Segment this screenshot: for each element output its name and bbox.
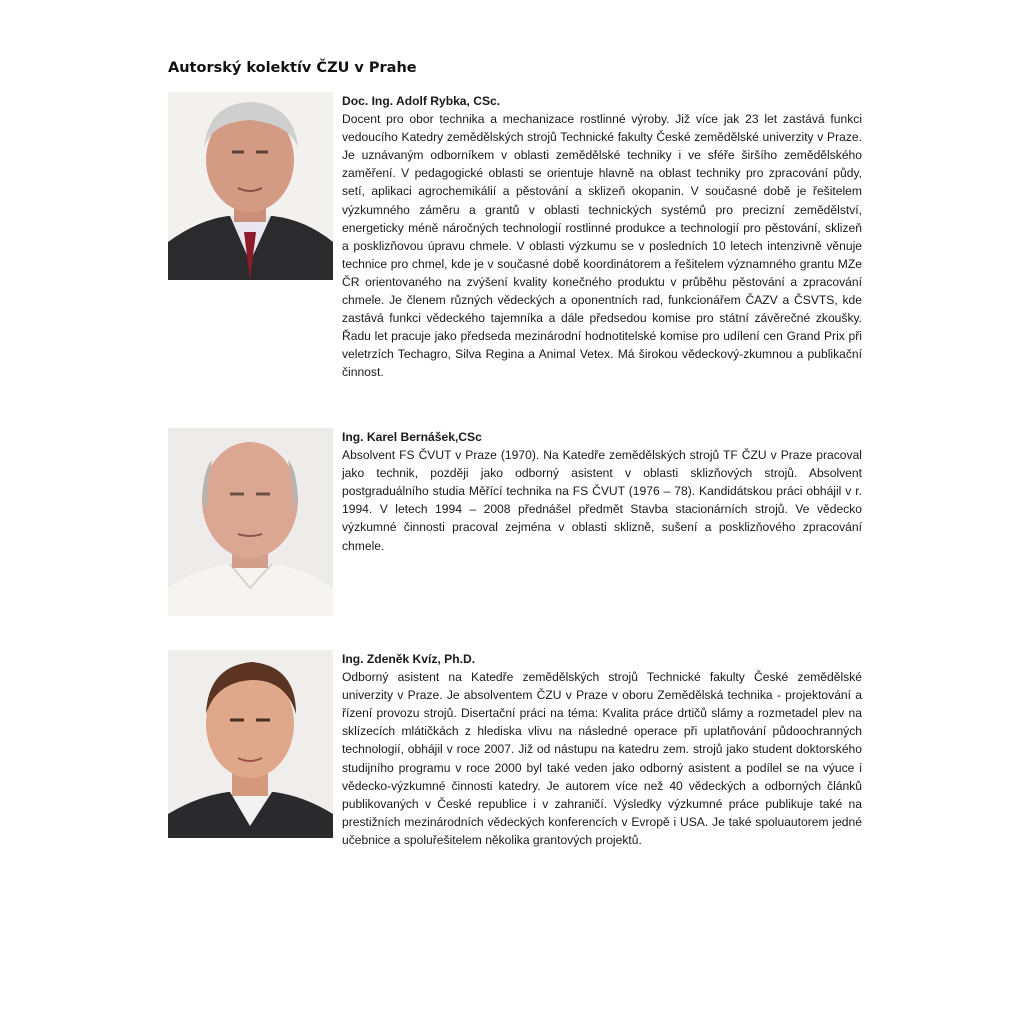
author-name: Ing. Zdeněk Kvíz, Ph.D.: [342, 652, 476, 666]
portrait-photo: [168, 650, 333, 838]
author-biography: Odborný asistent na Katedře zemědělských strojů Technické fakulty České zemědělské univerzity v Praze. Je absolventem ČZU v Praze v oboru Zemědělská technika - projektování a řízení provozu strojů. Disertační práci na téma: Kvalita práce drtičů slámy a rozmetadel plev na sklízecích mlátičkách z hlediska vlivu na následné operace při uplatňování půdoochranných technologií, obhájil v roce 2007. Již od nástupu na katedru zem. strojů jako student doktorského studijního programu v roce 2000 byl také veden jako odborný asistent a podílel se na výuce i vědecko-výzkumné činnosti katedry. Je autorem více než 40 vědeckých a odborných článků publikovaných v České republice i v zahraničí. Výsledky výzkumné práce publikuje také na prestižních mezinárodních vědeckých konferencích v Evropě i USA. Je také spoluautorem jedné učebnice a spoluřešitelem několika grantových projektů.: [342, 670, 862, 847]
author-bio-rybka: [342, 92, 862, 382]
author-entry-bernasek: [168, 428, 860, 618]
portrait-photo: [168, 428, 333, 616]
author-biography: Absolvent FS ČVUT v Praze (1970). Na Katedře zemědělských strojů TF ČZU v Praze pracoval jako technik, později jako odborný asistent v oblasti sklizňových strojů. Absolvent postgraduálního studia Měřící technika na FS ČVUT (1976 – 78). Kandidátskou práci obhájil v r. 1994. V letech 1994 – 2008 přednášel předmět Stavba stacionárních strojů. Ve vědecko výzkumné činnosti pracoval zejména v oblasti sklizně, sušení a posklizňového zpracování chmele.: [342, 448, 862, 553]
author-entry-kviz: [168, 650, 860, 870]
author-entry-rybka: [168, 92, 860, 392]
author-photo-rybka: [168, 92, 333, 280]
author-photo-bernasek: [168, 428, 333, 616]
author-name: Ing. Karel Bernášek,CSc: [342, 430, 482, 444]
portrait-photo: [168, 92, 333, 280]
author-name: Doc. Ing. Adolf Rybka, CSc.: [342, 94, 501, 108]
page-title: Autorský kolektív ČZU v Prahe: [168, 60, 417, 76]
author-biography: Docent pro obor technika a mechanizace rostlinné výroby. Již více jak 23 let zastává funkci vedoucího Katedry zemědělských strojů Technické fakulty České zemědělské univerzity v Praze. Je uznávaným odborníkem v oblasti zemědělské techniky i ve sféře širšího zemědělského zaměření. V pedagogické oblasti se orientuje hlavně na oblast techniky pro zpracování půdy, setí, aplikaci agrochemikálií a pěstování a sklizeň okopanin. V současné době je řešitelem výzkumného záměru a grantů v oblasti technických systémů pro precizní zemědělství, energeticky méně náročných technologií rostlinné produkce a technologií pro pěstování, sklizeň a posklizňovou úpravu chmele. V oblasti výzkumu se v posledních 10 letech intenzivně věnuje technice pro chmel, kde je v současné době koordinátorem a řešitelem významného grantu MZe ČR orientovaného na zvýšení kvality konečného produktu v průběhu pěstování a zpracování chmele. Je členem různých vědeckých a oponentních rad, funkcionářem ČAZV a ČSVTS, kde zastává funkci vědeckého tajemníka a dále předsedou komise pro státní závěrečné zkoušky. Řadu let pracuje jako předseda mezinárodní hodnotitelské komise pro udílení cen Grand Prix při veletrzích Techagro, Silva Regina a Animal Vetex. Má širokou vědeckový-zkumnou a publikační činnost.: [342, 112, 862, 380]
author-photo-kviz: [168, 650, 333, 838]
author-bio-kviz: [342, 650, 862, 849]
author-bio-bernasek: [342, 428, 862, 555]
